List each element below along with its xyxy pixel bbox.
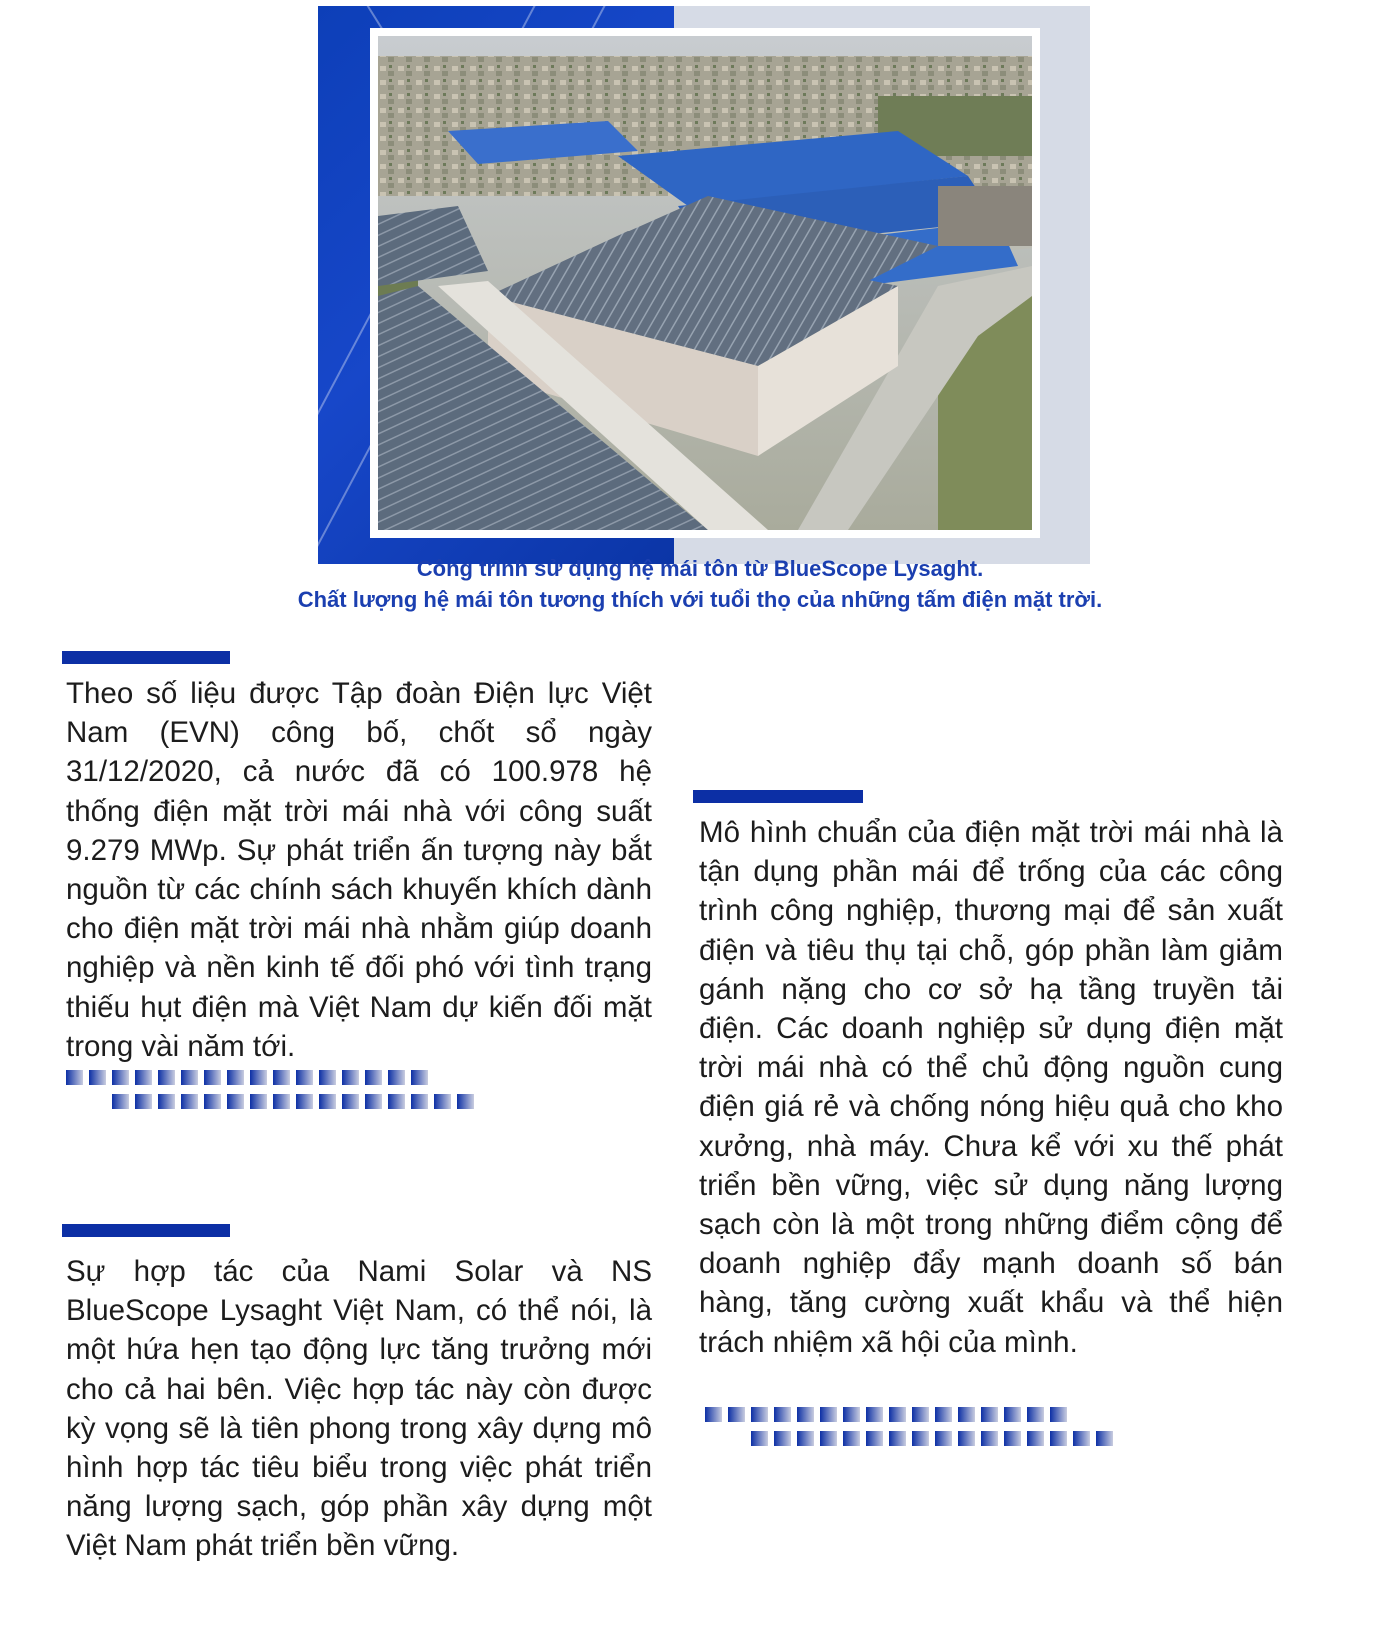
dot-row [705,1407,1067,1422]
dot-row [751,1431,1113,1446]
dot-divider-1 [66,1070,506,1116]
paragraph-rooftop-solar-model: Mô hình chuẩn của điện mặt trời mái nhà là tận dụng phần mái để trống của các công trình công nghiệp, thương mại để sản xuất điện và tiêu thụ tại chỗ, góp phần làm giảm gánh nặng cho cơ sở hạ tầng truyền tải điện. Các doanh nghiệp sử dụng điện mặt trời mái nhà có thể chủ động nguồn cung điện giá rẻ và chống nóng hiệu quả cho kho xưởng, nhà máy. Chưa kể với xu thế phát triển bền vững, việc sử dụng năng lượng sạch còn là một trong những điểm cộng để doanh nghiệp đẩy mạnh doanh số bán hàng, tăng cường xuất khẩu và thể hiện trách nhiệm xã hội của mình. [699,816,1283,1359]
paragraph-partnership: Sự hợp tác của Nami Solar và NS BlueScope Lysaght Việt Nam, có thể nói, là một hứa hẹn tạo động lực tăng trưởng mới cho cả hai bên. Việc hợp tác này còn được kỳ vọng sẽ là tiên phong trong xây dựng mô hình hợp tác tiêu biểu trong việc phát triển năng lượng sạch, góp phần xây dựng một Việt Nam phát triển bền vững. [66,1255,652,1563]
section-bar-2 [693,790,863,803]
dot-row [66,1070,428,1085]
section-bar-3 [62,1224,230,1237]
photo-frame [370,28,1040,538]
figure-caption-line-1: Công trình sử dụng hệ mái tôn từ BlueScope Lysaght. [416,556,984,581]
dot-row [112,1094,474,1109]
dot-divider-2 [705,1407,1145,1453]
aerial-photo-icon [378,36,1032,530]
paragraph-evn-statistics: Theo số liệu được Tập đoàn Điện lực Việt Nam (EVN) công bố, chốt sổ ngày 31/12/2020, cả nước đã có 100.978 hệ thống điện mặt trời mái nhà với công suất 9.279 MWp. Sự phát triển ấn tượng này bắt nguồn từ các chính sách khuyến khích dành cho điện mặt trời mái nhà nhằm giúp doanh nghiệp và nền kinh tế đối phó với tình trạng thiếu hụt điện mà Việt Nam dự kiến đối mặt trong vài năm tới. [66,677,652,1063]
section-bar-1 [62,651,230,664]
figure-caption-line-2: Chất lượng hệ mái tôn tương thích với tuổi thọ của những tấm điện mặt trời. [297,587,1103,612]
figure [318,6,1090,564]
